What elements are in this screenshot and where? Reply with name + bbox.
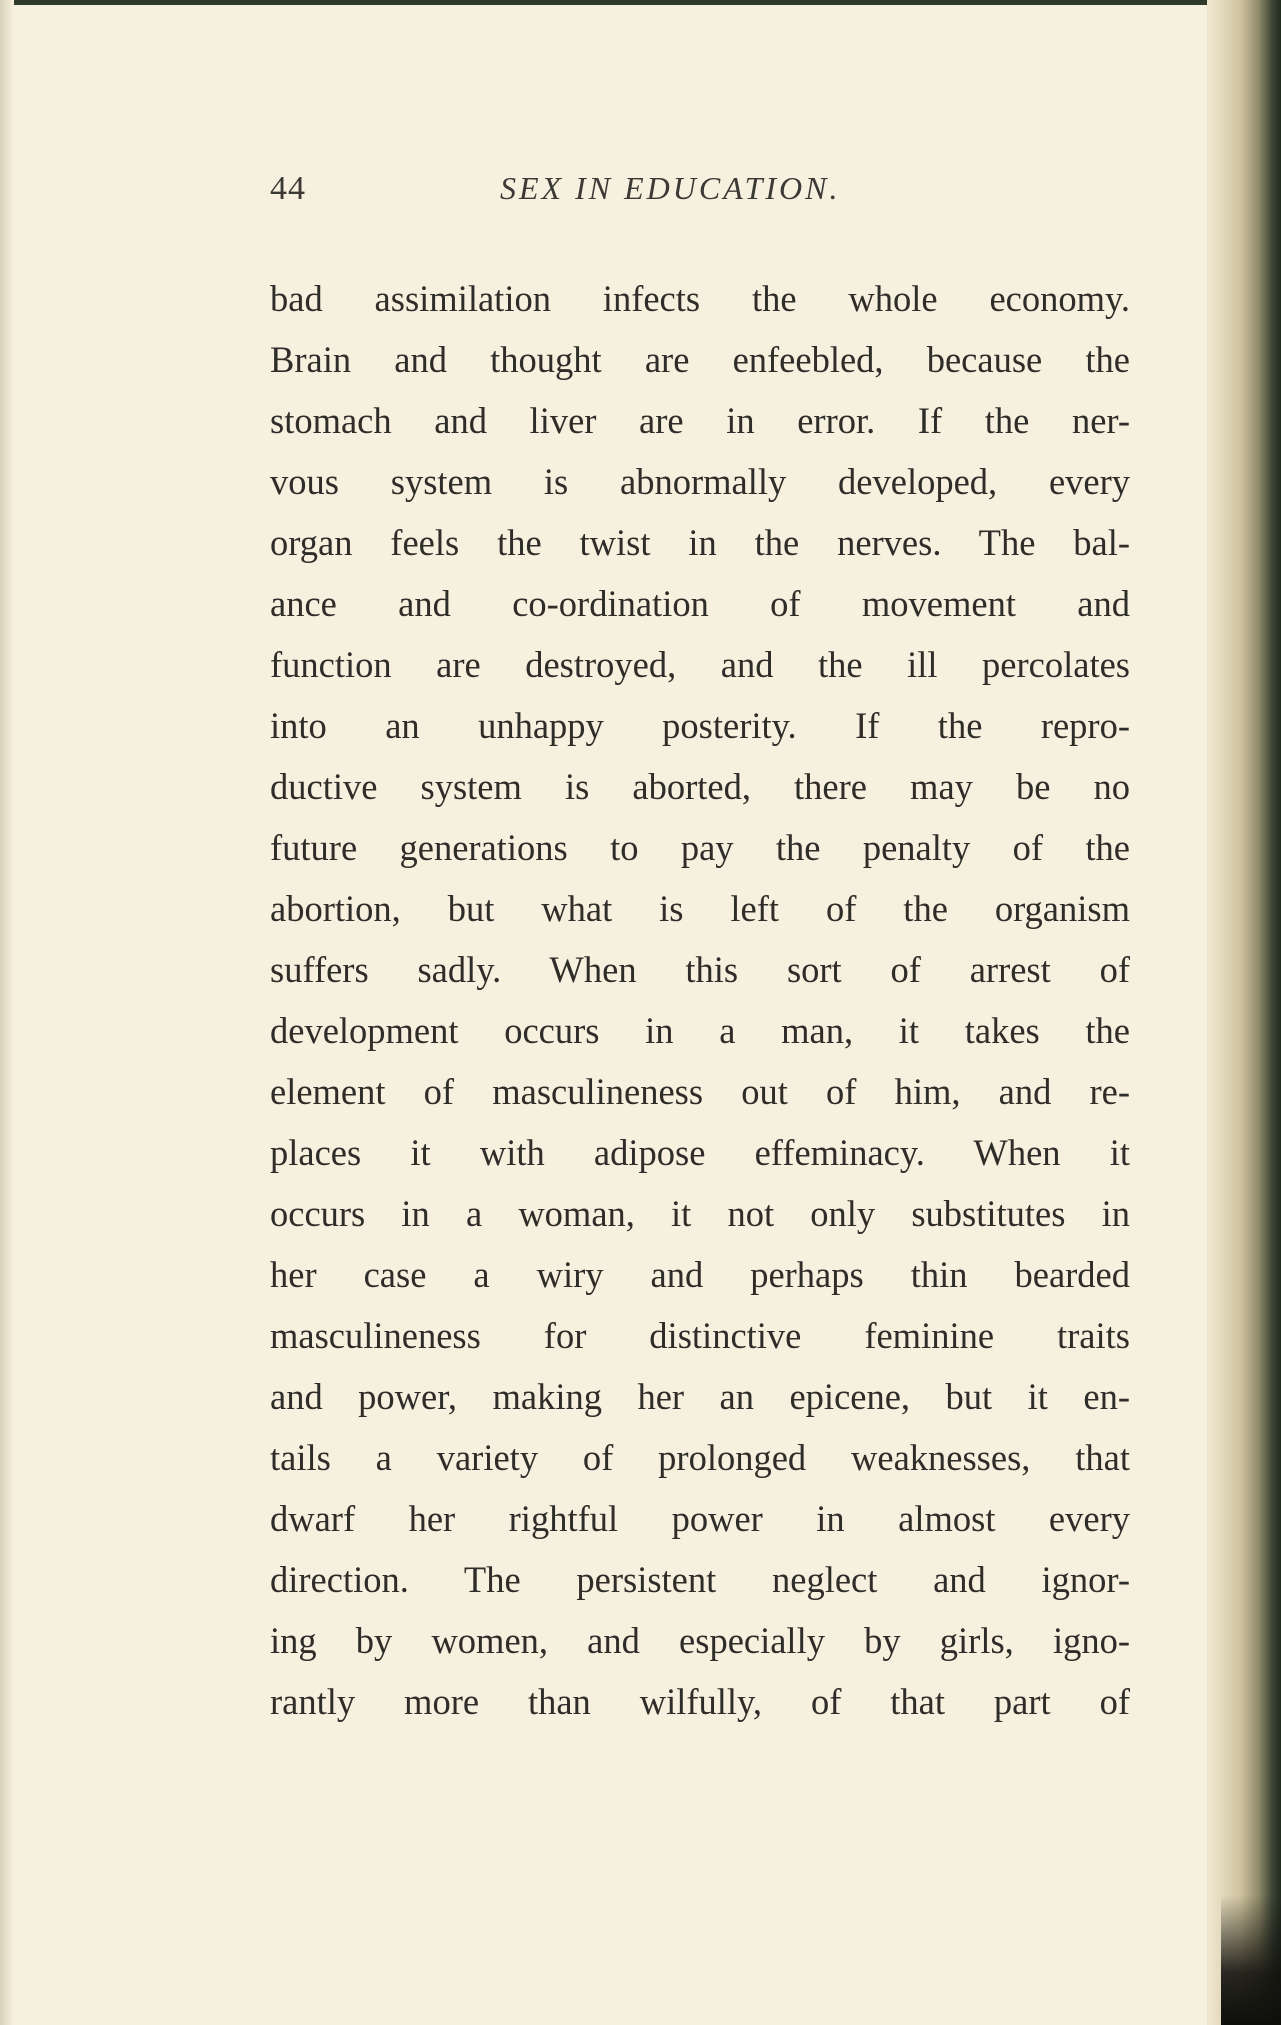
text-line: occurs in a woman, it not only substitutes in [270, 1193, 1130, 1234]
text-line: function are destroyed, and the ill percolates [270, 644, 1130, 685]
page-number: 44 [270, 170, 306, 207]
text-line: stomach and liver are in error. If the ner- [270, 400, 1130, 441]
text-line: element of masculineness out of him, and re- [270, 1071, 1130, 1112]
book-cover-edge [1207, 0, 1281, 2025]
running-header [270, 150, 1130, 230]
text-line: and power, making her an epicene, but it en- [270, 1376, 1130, 1417]
page-content [270, 150, 1130, 1722]
text-line: places it with adipose effeminacy. When it [270, 1132, 1130, 1173]
text-line: into an unhappy posterity. If the repro- [270, 705, 1130, 746]
text-line: development occurs in a man, it takes the [270, 1010, 1130, 1051]
text-line: masculineness for distinctive feminine traits [270, 1315, 1130, 1356]
text-line: organ feels the twist in the nerves. The bal- [270, 522, 1130, 563]
page-top-edge [0, 0, 1212, 5]
text-line: ing by women, and especially by girls, igno- [270, 1620, 1130, 1661]
text-line: Brain and thought are enfeebled, because the [270, 339, 1130, 380]
text-line: dwarf her rightful power in almost every [270, 1498, 1130, 1539]
text-line: vous system is abnormally developed, every [270, 461, 1130, 502]
text-line: her case a wiry and perhaps thin bearded [270, 1254, 1130, 1295]
text-line: bad assimilation infects the whole economy. [270, 278, 1130, 319]
body-text [270, 268, 1130, 1732]
text-line: direction. The persistent neglect and ignor- [270, 1559, 1130, 1600]
book-cover-corner [1221, 1895, 1281, 2025]
text-line: tails a variety of prolonged weaknesses, that [270, 1437, 1130, 1478]
left-gutter-shadow [0, 0, 14, 2025]
text-line: ductive system is aborted, there may be no [270, 766, 1130, 807]
text-line: rantly more than wilfully, of that part of [270, 1681, 1130, 1722]
text-line: abortion, but what is left of the organism [270, 888, 1130, 929]
running-title: SEX IN EDUCATION. [500, 170, 841, 206]
text-line: future generations to pay the penalty of the [270, 827, 1130, 868]
text-line: ance and co-ordination of movement and [270, 583, 1130, 624]
text-line: suffers sadly. When this sort of arrest of [270, 949, 1130, 990]
